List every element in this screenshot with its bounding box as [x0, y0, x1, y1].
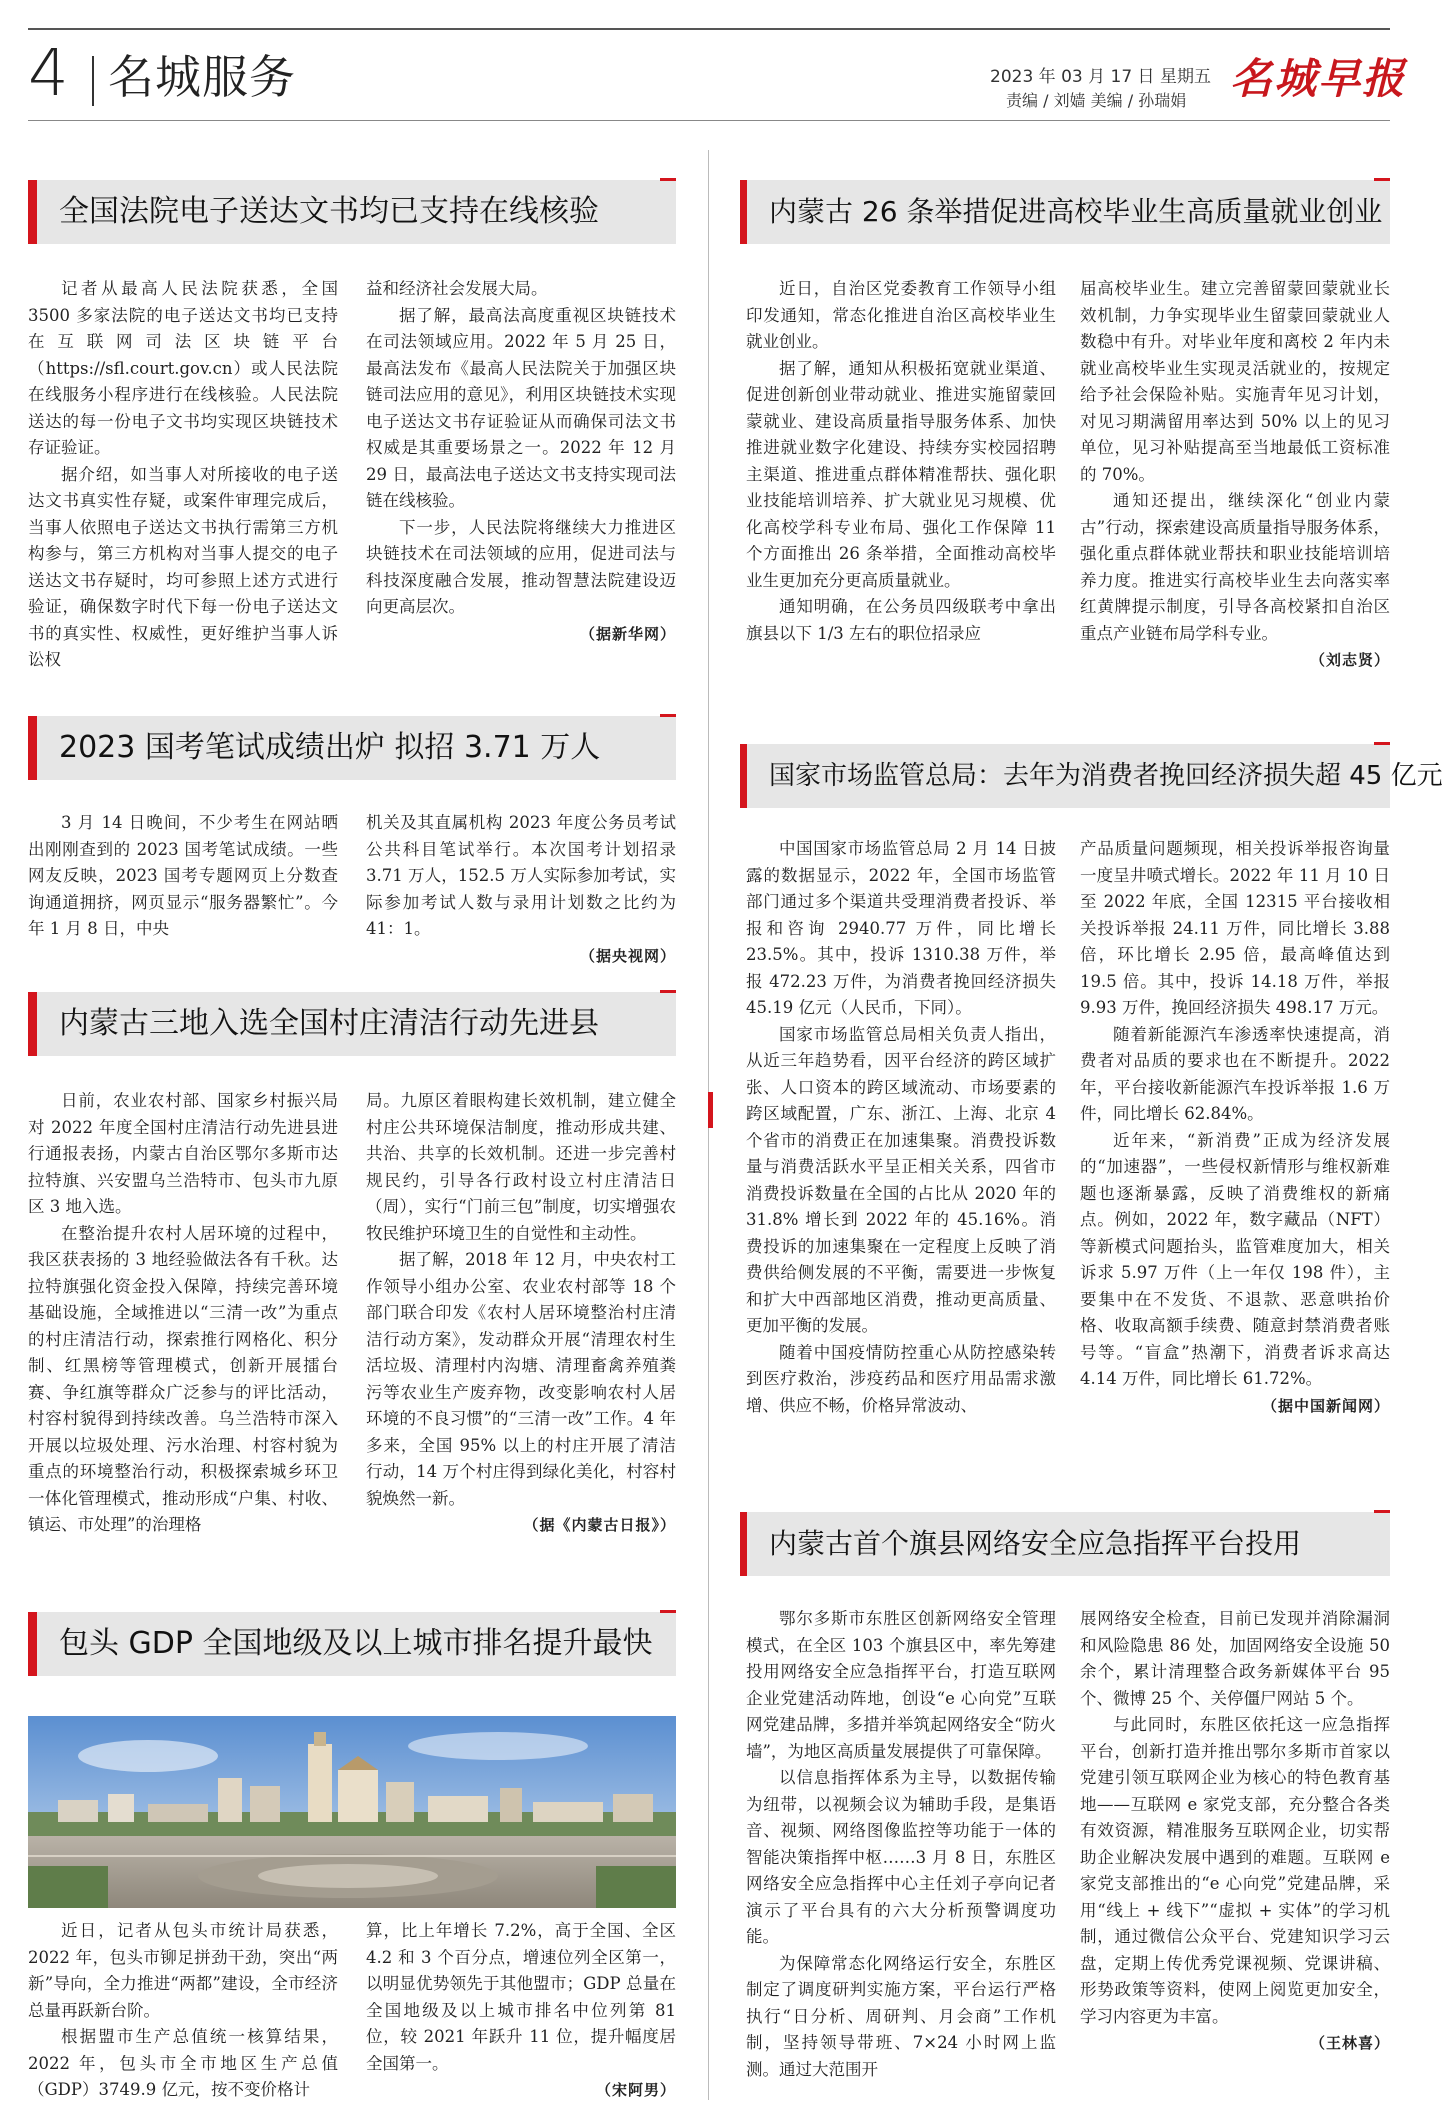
paragraph: 下一步，人民法院将继续大力推进区块链技术在司法领域的应用，促进司法与科技深度融合发展，推动智慧法院建设迈向更高层次。: [366, 517, 676, 616]
article-headline-village-cleanup[interactable]: 内蒙古三地入选全国村庄清洁行动先进县: [28, 992, 676, 1056]
article-a2-column-1: [28, 810, 338, 950]
city-skyline-photo: [28, 1716, 676, 1908]
paragraph: 记者从最高人民法院获悉，全国 3500 多家法院的电子送达文书均已支持在互联网司法区块链平台（https://sfl.court.gov.cn）或人民法院在线服务小程序进行在线核验。人民法院送达的每一份电子文书均实现区块链技术存证验证。: [28, 279, 338, 457]
article-headline-civil-exam[interactable]: 2023 国考笔试成绩出炉 拟招 3.71 万人: [28, 716, 676, 780]
headline-corner-mark: [660, 990, 676, 993]
article-source: （据《内蒙古日报》）: [523, 1516, 676, 1534]
paragraph: 益和经济社会发展大局。: [366, 279, 548, 298]
red-marker: [708, 1092, 713, 1128]
article-a3-column-2: [366, 1088, 676, 1568]
paragraph: 近日，自治区党委教育工作领导小组印发通知，常态化推进自治区高校毕业生就业创业。: [746, 279, 1056, 351]
article-b3-column-2: [1080, 1606, 1390, 2106]
headline-corner-mark: [1374, 742, 1390, 745]
article-headline-graduate-employment[interactable]: 内蒙古 26 条举措促进高校毕业生高质量就业创业: [740, 180, 1390, 244]
article-b3-column-1: [746, 1606, 1056, 2106]
paragraph: 局。九原区着眼构建长效机制，建立健全村庄公共环境保洁制度，推动形成共建、共治、共享的长效机制。还进一步完善村规民约，引导各行政村设立村庄清洁日（周），实行“门前三包”制度，切实增强农牧民维护环境卫生的自觉性和主动性。: [366, 1091, 676, 1243]
paragraph: 据介绍，如当事人对所接收的电子送达文书真实性存疑，或案件审理完成后，当事人依照电子送达文书执行需第三方机构参与，第三方机构对当事人提交的电子送达文书存疑时，均可参照上述方式进行验证，确保数字时代下每一份电子送达文书的真实性、权威性，更好维护当事人诉讼权: [28, 464, 338, 669]
masthead-top-rule: [28, 28, 1390, 30]
paragraph: 随着新能源汽车渗透率快速提高，消费者对品质的要求也在不断提升。2022 年，平台接收新能源汽车投诉举报 1.6 万件，同比增长 62.84%。: [1080, 1024, 1390, 1123]
paragraph: 通知还提出，继续深化“创业内蒙古”行动，探索建设高质量指导服务体系，强化重点群体就业帮扶和职业技能培训培养力度。推进实行高校毕业生去向落实率红黄牌提示制度，引导各高校紧扣自治区重点产业链布局学科专业。: [1080, 491, 1390, 643]
paragraph: 届高校毕业生。建立完善留蒙回蒙就业长效机制，力争实现毕业生留蒙回蒙就业人数稳中有升。对毕业年度和离校 2 年内未就业高校毕业生实现灵活就业的，按规定给予社会保险补贴。实施青年见习计划，对见习期满留用率达到 50% 以上的见习单位，见习补贴提高至当地最低工资标准的 70%。: [1080, 279, 1390, 484]
paragraph: 3 月 14 日晚间，不少考生在网站晒出刚刚查到的 2023 国考笔试成绩。一些网友反映，2023 国考专题网页上分数查询通道拥挤，网页显示“服务器繁忙”。今年 1 月 8 日，中央: [28, 813, 338, 938]
paragraph: 产品质量问题频现，相关投诉举报咨询量一度呈井喷式增长。2022 年 11 月 10 日至 2022 年底，全国 12315 平台接收相关投诉举报 24.11 万件，同比增长 3.88 倍，环比增长 2.95 倍，最高峰值达到 19.5 倍。其中，投诉 14.18 万件，举报 9.93 万件，挽回经济损失 498.17 万元。: [1080, 839, 1390, 1017]
paragraph: 国家市场监管总局相关负责人指出，从近三年趋势看，因平台经济的跨区域扩张、人口资本的跨区域流动、市场要素的跨区域配置，广东、浙江、上海、北京 4 个省市的消费正在加速集聚。消费投诉数量与消费活跃水平呈正相关关系，四省市消费投诉数量在全国的占比从 2020 年的 31.8% 增长到 2022 年的 45.16%。消费投诉的加速集聚在一定程度上反映了消费供给侧发展的不平衡，需要进一步恢复和扩大中西部地区消费，推动更高质量、更加平衡的发展。: [746, 1024, 1056, 1335]
issue-date: 2023 年 03 月 17 日 星期五: [990, 67, 1211, 87]
editor-credits: 责编 / 刘嫱 美编 / 孙瑞娟: [1006, 91, 1187, 110]
article-a1-column-2: [366, 276, 676, 671]
headline-corner-mark: [660, 714, 676, 717]
page-number-separator: [92, 56, 94, 106]
article-headline-cyber-security-platform[interactable]: 内蒙古首个旗县网络安全应急指挥平台投用: [740, 1512, 1390, 1576]
paragraph: 随着中国疫情防控重心从防控感染转到医疗救治，涉疫药品和医疗用品需求激增、供应不畅，价格异常波动、: [746, 1342, 1056, 1415]
paragraph: 根据盟市生产总值统一核算结果，2022 年，包头市全市地区生产总值（GDP）3749.9 亿元，按不变价格计: [28, 2027, 338, 2099]
article-source: （据中国新闻网）: [1261, 1396, 1390, 1415]
paragraph: 算，比上年增长 7.2%，高于全国、全区 4.2 和 3 个百分点，增速位列全区第一，以明显优势领先于其他盟市；GDP 总量在全国地级及以上城市排名中位列第 81 位，较 2021 年跃升 11 位，提升幅度居全国第一。: [366, 1921, 676, 2073]
paragraph: 据了解，最高法高度重视区块链技术在司法领域应用。2022 年 5 月 25 日，最高法发布《最高人民法院关于加强区块链司法应用的意见》，利用区块链技术实现电子送达文书存证验证从而确保司法文书权威是其重要场景之一。2022 年 12 月 29 日，最高法电子送达文书支持实现司法链在线核验。: [366, 305, 676, 510]
headline-corner-mark: [660, 178, 676, 181]
headline-corner-mark: [1374, 1510, 1390, 1513]
paragraph: 展网络安全检查，目前已发现并消除漏洞和风险隐患 86 处，加固网络安全设施 50 余个，累计清理整合政务新媒体平台 95 个、微博 25 个、关停僵尸网站 5 个。: [1080, 1609, 1390, 1708]
article-source: （刘志贤）: [1309, 651, 1390, 669]
paragraph: 据了解，通知从积极拓宽就业渠道、促进创新创业带动就业、推进实施留蒙回蒙就业、建设高质量指导服务体系、加快推进就业数字化建设、持续夯实校园招聘主渠道、推进重点群体精准帮扶、强化职业技能培训培养、扩大就业见习规模、优化高校学科专业布局、强化工作保障 11 个方面推出 26 条举措，全面推动高校毕业生更加充分更高质量就业。: [746, 358, 1056, 590]
paragraph: 以信息指挥体系为主导，以数据传输为纽带，以视频会议为辅助手段，是集语音、视频、网络图像监控等功能于一体的智能决策指挥中枢……3 月 8 日，东胜区网络安全应急指挥中心主任刘子亭向记者演示了平台具有的六大分析预警调度功能。: [746, 1768, 1056, 1946]
paragraph: 近日，记者从包头市统计局获悉，2022 年，包头市铆足拼劲干劲，突出“两新”导向，全力推进“两都”建设，全市经济总量再跃新台阶。: [28, 1921, 338, 2020]
masthead-bottom-rule: [28, 120, 1390, 121]
paragraph: 日前，农业农村部、国家乡村振兴局对 2022 年度全国村庄清洁行动先进县进行通报表扬，内蒙古自治区鄂尔多斯市达拉特旗、兴安盟乌兰浩特市、包头市九原区 3 地入选。: [28, 1091, 338, 1216]
paragraph: 在整治提升农村人居环境的过程中，我区获表扬的 3 地经验做法各有千秋。达拉特旗强化资金投入保障，持续完善环境基础设施，全域推进以“三清一改”为重点的村庄清洁行动，探索推行网格化、积分制、红黑榜等管理模式，创新开展擂台赛、争红旗等群众广泛参与的评比活动，村容村貌得到持续改善。乌兰浩特市深入开展以垃圾处理、污水治理、村容村貌为重点的环境整治行动，积极探索城乡环卫一体化管理模式，推动形成“户集、村收、镇运、市处理”的治理格: [28, 1223, 338, 1534]
headline-corner-mark: [1374, 178, 1390, 181]
article-source: （据央视网）: [579, 946, 676, 965]
article-source: （宋阿男）: [595, 2081, 676, 2099]
article-a4-column-1: [28, 1918, 338, 2104]
paragraph: 鄂尔多斯市东胜区创新网络安全管理模式，在全区 103 个旗县区中，率先筹建投用网络安全应急指挥平台，打造互联网企业党建活动阵地，创设“e 心向党”互联网党建品牌，多措并举筑起网络安全“防火墙”，为地区高质量发展提供了可靠保障。: [746, 1609, 1056, 1761]
article-a2-column-2: [366, 810, 676, 965]
article-a4-column-2: [366, 1918, 676, 2104]
article-headline-market-regulation[interactable]: 国家市场监管总局：去年为消费者挽回经济损失超 45 亿元: [740, 744, 1390, 808]
paragraph: 通知明确，在公务员四级联考中拿出旗县以下 1/3 左右的职位招录应: [746, 597, 1056, 643]
article-headline-court-verification[interactable]: 全国法院电子送达文书均已支持在线核验: [28, 180, 676, 244]
paragraph: 与此同时，东胜区依托这一应急指挥平台，创新打造并推出鄂尔多斯市首家以党建引领互联网企业为核心的特色教育基地——互联网 e 家党支部，充分整合各类有效资源，精准服务互联网企业，切实帮助企业解决发展中遇到的难题。互联网 e 家党支部推出的“e 心向党”党建品牌，采用“线上 + 线下”“虚拟 + 实体”的学习机制，通过微信公众平台、党建知识学习云盘，定期上传优秀党课视频、党课讲稿、形势政策等资料，使网上阅览更加安全，学习内容更为丰富。: [1080, 1715, 1390, 2026]
page-number: 4: [28, 37, 69, 111]
article-source: （据新华网）: [579, 624, 676, 643]
article-b2-column-1: [746, 836, 1056, 1442]
section-title: 名城服务: [108, 50, 296, 104]
article-source: （王林喜）: [1309, 2034, 1390, 2052]
paragraph: 中国国家市场监管总局 2 月 14 日披露的数据显示，2022 年，全国市场监管部门通过多个渠道共受理消费者投诉、举报和咨询 2940.77 万件，同比增长 23.5%。其中，投诉 1310.38 万件，举报 472.23 万件，为消费者挽回经济损失 45.19 亿元（人民币，下同）。: [746, 839, 1056, 1017]
article-b1-column-1: [746, 276, 1056, 671]
newspaper-logo: 名城早报: [1230, 54, 1407, 103]
article-headline-baotou-gdp[interactable]: 包头 GDP 全国地级及以上城市排名提升最快: [28, 1612, 676, 1676]
article-b2-column-2: [1080, 836, 1390, 1442]
headline-corner-mark: [660, 1610, 676, 1613]
article-a3-column-1: [28, 1088, 338, 1568]
article-a1-column-1: [28, 276, 338, 671]
paragraph: 机关及其直属机构 2023 年度公务员考试公共科目笔试举行。本次国考计划招录 3.71 万人，152.5 万人实际参加考试，实际参加考试人数与录用计划数之比约为 41：1。: [366, 813, 676, 938]
paragraph: 据了解，2018 年 12 月，中央农村工作领导小组办公室、农业农村部等 18 个部门联合印发《农村人居环境整治村庄清洁行动方案》，发动群众开展“清理农村生活垃圾、清理村内沟塘、清理畜禽养殖粪污等农业生产废弃物，改变影响农村人居环境的不良习惯”的“三清一改”工作。4 年多来，全国 95% 以上的村庄开展了清洁行动，14 万个村庄得到绿化美化，村容村貌焕然一新。: [366, 1250, 676, 1508]
paragraph: 近年来，“新消费”正成为经济发展的“加速器”，一些侵权新情形与维权新难题也逐渐暴露，反映了消费维权的新痛点。例如，2022 年，数字藏品（NFT）等新模式问题抬头，监管难度加大，相关诉求 5.97 万件（上一年仅 198 件），主要集中在不发货、不退款、恶意哄抬价格、收取高额手续费、随意封禁消费者账号等。“盲盒”热潮下，消费者诉求高达 4.14 万件，同比增长 61.72%。: [1080, 1130, 1390, 1388]
paragraph: 为保障常态化网络运行安全，东胜区制定了调度研判实施方案，平台运行严格执行“日分析、周研判、月会商”工作机制，坚持领导带班、7×24 小时网上监测。通过大范围开: [746, 1953, 1056, 2079]
article-b1-column-2: [1080, 276, 1390, 671]
